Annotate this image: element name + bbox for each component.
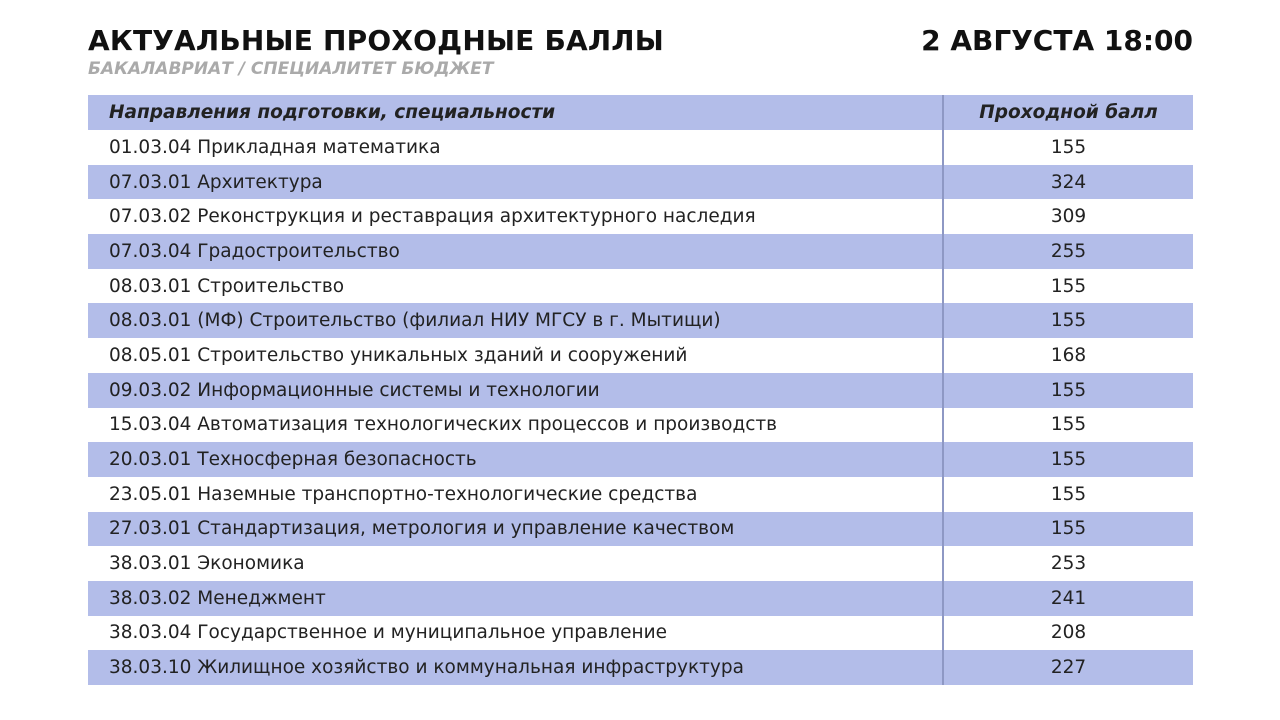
program-name: 08.03.01 Строительство	[88, 269, 944, 304]
table-row	[88, 616, 1193, 651]
program-name: 08.05.01 Строительство уникальных зданий и сооружений	[88, 338, 944, 373]
column-header-program: Направления подготовки, специальности	[88, 95, 944, 130]
program-name: 27.03.01 Стандартизация, метрология и управление качеством	[88, 512, 944, 547]
passing-score: 241	[1050, 587, 1087, 609]
passing-score: 155	[1050, 414, 1087, 436]
passing-score: 155	[1050, 449, 1087, 471]
program-name: 15.03.04 Автоматизация технологических процессов и производств	[88, 408, 944, 443]
program-name: 09.03.02 Информационные системы и технологии	[88, 373, 944, 408]
passing-score: 208	[1050, 622, 1087, 644]
date-time: 2 АВГУСТА 18:00	[921, 24, 1193, 57]
table-row	[88, 581, 1193, 616]
table-row	[88, 199, 1193, 234]
program-name: 07.03.02 Реконструкция и реставрация архитектурного наследия	[88, 199, 944, 234]
program-name: 23.05.01 Наземные транспортно-технологические средства	[88, 477, 944, 512]
program-name: 01.03.04 Прикладная математика	[88, 130, 944, 165]
page-subtitle: БАКАЛАВРИАТ / СПЕЦИАЛИТЕТ БЮДЖЕТ	[88, 59, 494, 79]
passing-score: 155	[1050, 518, 1087, 540]
passing-score: 155	[1050, 275, 1087, 297]
table-row	[88, 408, 1193, 443]
passing-score: 227	[1050, 657, 1087, 679]
table-header-row	[88, 95, 1193, 130]
program-name: 07.03.04 Градостроительство	[88, 234, 944, 269]
table-row	[88, 338, 1193, 373]
passing-score: 255	[1050, 240, 1087, 262]
scores-table	[88, 95, 1193, 685]
table-row	[88, 303, 1193, 338]
table-body	[88, 130, 1193, 685]
passing-score: 155	[1050, 379, 1087, 401]
program-name: 38.03.02 Менеджмент	[88, 581, 944, 616]
passing-score: 155	[1050, 483, 1087, 505]
page-title: АКТУАЛЬНЫЕ ПРОХОДНЫЕ БАЛЛЫ	[88, 24, 664, 57]
table-row	[88, 165, 1193, 200]
passing-score: 309	[1050, 206, 1087, 228]
passing-score: 155	[1050, 310, 1087, 332]
table-row	[88, 477, 1193, 512]
program-name: 38.03.10 Жилищное хозяйство и коммунальная инфраструктура	[88, 650, 944, 685]
passing-score: 324	[1050, 171, 1087, 193]
program-name: 08.03.01 (МФ) Строительство (филиал НИУ МГСУ в г. Мытищи)	[88, 303, 944, 338]
column-header-score: Проходной балл	[979, 102, 1158, 123]
program-name: 20.03.01 Техносферная безопасность	[88, 442, 944, 477]
table-row	[88, 442, 1193, 477]
table-row	[88, 373, 1193, 408]
table-row	[88, 650, 1193, 685]
program-name: 07.03.01 Архитектура	[88, 165, 944, 200]
table-row	[88, 546, 1193, 581]
table-row	[88, 512, 1193, 547]
table-row	[88, 269, 1193, 304]
table-row	[88, 130, 1193, 165]
passing-score: 168	[1050, 344, 1087, 366]
table-row	[88, 234, 1193, 269]
passing-score: 155	[1050, 136, 1087, 158]
program-name: 38.03.01 Экономика	[88, 546, 944, 581]
header	[88, 24, 1193, 84]
passing-score: 253	[1050, 553, 1087, 575]
program-name: 38.03.04 Государственное и муниципальное управление	[88, 616, 944, 651]
